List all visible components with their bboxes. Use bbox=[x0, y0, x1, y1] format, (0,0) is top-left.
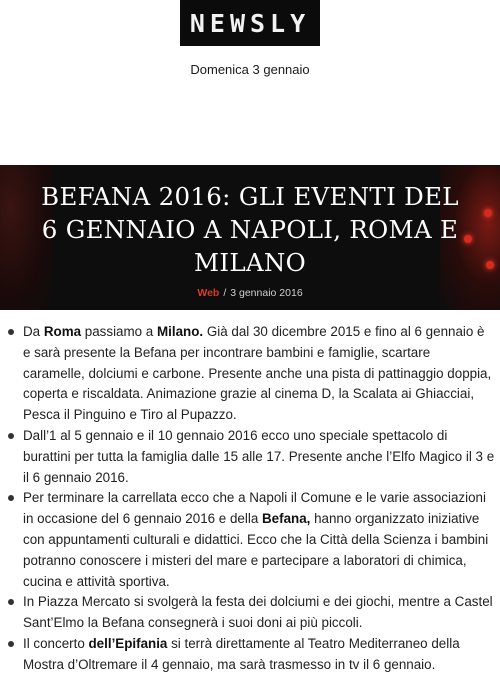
article-meta bbox=[0, 287, 500, 299]
site-header bbox=[0, 0, 500, 165]
newsly-logo[interactable]: NEWSLY bbox=[180, 0, 320, 46]
list-text: Da bbox=[23, 324, 44, 339]
list-text: In Piazza Mercato si svolgerà la festa dei dolciumi e dei giochi, mentre a Castel Sant’Elmo la Befana consegnerà i suoi doni ai più piccoli. bbox=[23, 594, 493, 631]
article-body bbox=[0, 322, 500, 676]
meta-separator: / bbox=[223, 287, 227, 299]
article-list bbox=[0, 322, 500, 676]
list-text: Dall’1 al 5 gennaio e il 10 gennaio 2016 ecco uno speciale spettacolo di burattini per tutta la famiglia dalle 15 alle 17. Presente anche l’Elfo Magico il 3 e il 6 gennaio 2016. bbox=[23, 427, 495, 485]
hero-light-decoration bbox=[464, 235, 472, 243]
bullet-icon bbox=[8, 641, 14, 647]
list-item bbox=[0, 426, 500, 488]
list-item bbox=[0, 592, 500, 634]
category-link[interactable]: Web bbox=[197, 287, 220, 299]
article-date: 3 gennaio 2016 bbox=[230, 287, 303, 299]
bold-text: Milano. bbox=[156, 324, 204, 339]
list-text: Il concerto bbox=[23, 635, 89, 651]
bullet-icon bbox=[8, 495, 14, 501]
list-text: passiamo a bbox=[81, 324, 157, 339]
list-text: Già dal 30 dicembre 2015 e fino al 6 gennaio è e sarà presente la Befana per incontrare bambini e famiglie, scartare caramelle, dolciumi e carbone. Presente anche una pista di pattinaggio doppia, coperta e riscaldata. Animazione grazie al cinema D, la Scalata ai Ghiacciai, Pesca il Pinguino e Tiro al Pupazzo. bbox=[23, 324, 492, 423]
hero-light-decoration bbox=[486, 261, 494, 269]
bold-text: dell’Epifania bbox=[88, 635, 168, 651]
bullet-icon bbox=[8, 433, 14, 439]
bullet-icon bbox=[8, 599, 14, 605]
bullet-icon bbox=[8, 329, 14, 335]
header-date: Domenica 3 gennaio bbox=[190, 62, 310, 77]
list-text: hanno organizzato iniziative con appuntamenti culturali e didattici. Ecco che la Città della Scienza i bambini potranno conoscere i misteri del mare e partecipare a laboratori di chimica, cucina e attività sportiva. bbox=[23, 511, 489, 589]
list-text: Per terminare la carrellata ecco che a Napoli il Comune e le varie associazioni in occasione del 6 gennaio 2016 e della bbox=[23, 490, 486, 527]
article-title: BEFANA 2016: GLI EVENTI DEL 6 GENNAIO A NAPOLI, ROMA E MILANO bbox=[41, 182, 459, 277]
list-text: si terrà direttamente al Teatro Mediterraneo della Mostra d’Oltremare il 4 gennaio, ma sarà trasmesso in tv il 6 gennaio. bbox=[23, 635, 460, 672]
bold-text: Befana, bbox=[262, 511, 311, 527]
list-item bbox=[0, 322, 500, 426]
list-item bbox=[0, 488, 500, 592]
list-item bbox=[0, 634, 500, 676]
bold-text: Roma bbox=[43, 324, 82, 339]
hero-light-decoration bbox=[484, 209, 492, 217]
